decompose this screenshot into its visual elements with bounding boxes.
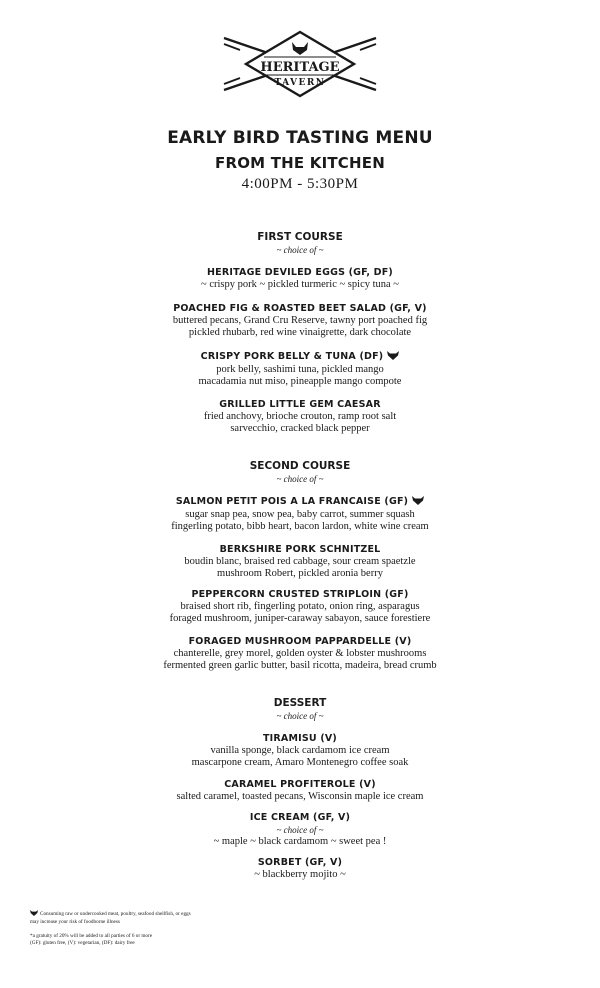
item-name: POACHED FIG & ROASTED BEET SALAD (GF, V) xyxy=(173,303,427,314)
raw-food-warning xyxy=(30,910,200,926)
course-title: FIRST COURSE xyxy=(257,231,343,243)
menu-item xyxy=(0,496,600,533)
item-description: vanilla sponge, black cardamom ice cream xyxy=(210,745,390,756)
menu-item xyxy=(0,303,600,339)
item-choice-note: ~ choice of ~ xyxy=(276,825,324,835)
menu-subtitle: FROM THE KITCHEN xyxy=(215,154,385,172)
menu-item xyxy=(0,779,600,803)
item-description: ~ maple ~ black cardamom ~ sweet pea ! xyxy=(213,836,387,847)
menu-item xyxy=(0,351,600,388)
logo-name-bottom: TAVERN xyxy=(274,78,326,88)
item-name: ICE CREAM (GF, V) xyxy=(249,812,351,823)
gratuity-notes xyxy=(30,933,200,947)
item-name: CRISPY PORK BELLY & TUNA (DF) xyxy=(200,351,384,362)
item-name: GRILLED LITTLE GEM CAESAR xyxy=(219,399,381,410)
menu-item xyxy=(0,589,600,625)
item-description: fingerling potato, bibb heart, bacon lardon, white wine cream xyxy=(171,521,429,532)
item-name: SALMON PETIT POIS A LA FRANCAISE (GF) xyxy=(175,496,409,507)
item-description: pickled rhubarb, red wine vinaigrette, dark chocolate xyxy=(188,327,412,338)
item-description: fermented green garlic butter, basil ricotta, madeira, bread crumb xyxy=(163,660,437,671)
dietary-legend: (GF): gluten free, (V): vegetarian, (DF): dairy free xyxy=(30,940,135,946)
item-name-row xyxy=(0,351,600,364)
item-description: macadamia nut miso, pineapple mango compote xyxy=(198,376,402,387)
menu-item xyxy=(0,812,600,848)
fox-icon xyxy=(30,910,38,919)
menu-item xyxy=(0,857,600,881)
item-description: mushroom Robert, pickled aronia berry xyxy=(217,568,383,579)
menu-item xyxy=(0,636,600,672)
menu-item xyxy=(0,399,600,435)
item-description: buttered pecans, Grand Cru Reserve, tawny port poached fig xyxy=(172,315,428,326)
course-choice-note: ~ choice of ~ xyxy=(276,245,324,255)
item-name: CARAMEL PROFITEROLE (V) xyxy=(224,779,376,790)
item-name: SORBET (GF, V) xyxy=(257,857,343,868)
item-name: HERITAGE DEVILED EGGS (GF, DF) xyxy=(207,267,393,278)
item-description: foraged mushroom, juniper-caraway sabayon, sauce forestiere xyxy=(169,613,431,624)
course-title: DESSERT xyxy=(273,697,327,709)
item-description: sugar snap pea, snow pea, baby carrot, summer squash xyxy=(185,509,415,520)
item-description: salted caramel, toasted pecans, Wisconsin maple ice cream xyxy=(176,791,424,802)
menu-hours: 4:00PM - 5:30PM xyxy=(241,176,359,192)
item-description: ~ blackberry mojito ~ xyxy=(254,869,346,880)
menu-item xyxy=(0,733,600,769)
raw-food-warning-text: Consuming raw or undercooked meat, poultry, seafood shellfish, or eggs may increase your risk of foodborne illness xyxy=(30,911,191,925)
menu-item xyxy=(0,267,600,291)
course-header xyxy=(0,230,600,256)
fox-icon xyxy=(412,496,424,509)
item-description: chanterelle, grey morel, golden oyster & lobster mushrooms xyxy=(173,648,427,659)
item-name: TIRAMISU (V) xyxy=(263,733,337,744)
item-description: ~ crispy pork ~ pickled turmeric ~ spicy tuna ~ xyxy=(201,279,399,290)
heritage-tavern-logo xyxy=(220,28,380,98)
menu-title: EARLY BIRD TASTING MENU xyxy=(167,128,433,148)
course-title: SECOND COURSE xyxy=(249,460,351,472)
gratuity-note: *a gratuity of 20% will be added to all parties of 6 or more xyxy=(30,933,153,939)
item-description: fried anchovy, brioche crouton, ramp root salt xyxy=(203,411,397,422)
menu-item xyxy=(0,544,600,580)
item-name: BERKSHIRE PORK SCHNITZEL xyxy=(219,544,381,555)
item-description: sarvecchio, cracked black pepper xyxy=(230,423,370,434)
fox-icon xyxy=(387,351,399,364)
course-header xyxy=(0,459,600,485)
item-description: pork belly, sashimi tuna, pickled mango xyxy=(216,364,384,375)
item-description: boudin blanc, braised red cabbage, sour cream spaetzle xyxy=(184,556,416,567)
item-name: PEPPERCORN CRUSTED STRIPLOIN (GF) xyxy=(191,589,409,600)
course-header xyxy=(0,696,600,722)
logo-name-top: HERITAGE xyxy=(260,60,340,75)
item-name: FORAGED MUSHROOM PAPPARDELLE (V) xyxy=(188,636,412,647)
item-description: mascarpone cream, Amaro Montenegro coffee soak xyxy=(191,757,409,768)
item-name-row xyxy=(0,496,600,509)
course-choice-note: ~ choice of ~ xyxy=(276,711,324,721)
course-choice-note: ~ choice of ~ xyxy=(276,474,324,484)
item-description: braised short rib, fingerling potato, onion ring, asparagus xyxy=(180,601,420,612)
